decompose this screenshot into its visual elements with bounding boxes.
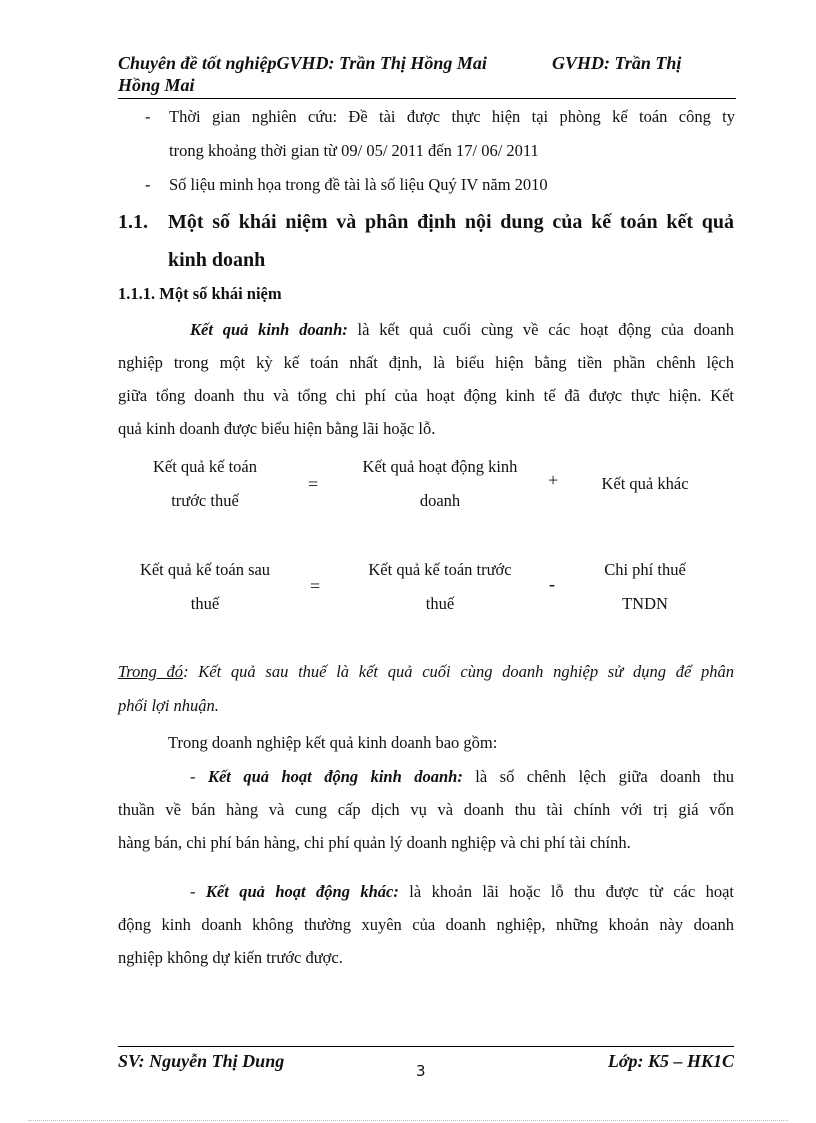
formula-term-line: Kết quả kế toán trước [368, 560, 512, 579]
formula-term-tax [580, 553, 710, 621]
footer-student: SV: Nguyễn Thị Dung [118, 1051, 285, 1071]
footer-class: Lớp: K5 – HK1C [607, 1051, 734, 1071]
definition-line1-rest: là kết quả cuối cùng về các hoạt động của doanh [347, 320, 734, 339]
bullet-dash: - [145, 175, 151, 194]
item2-line2: động kinh doanh không thường xuyên của doanh nghiệp, những khoản này doanh [118, 915, 734, 934]
item2-line1-rest: là khoản lãi hoặc lỗ thu được từ các hoạt [398, 882, 734, 901]
page-footer [118, 1046, 734, 1079]
formula-term-line: doanh [419, 491, 461, 510]
includes-paragraph: Trong doanh nghiệp kết quả kinh doanh bao gồm: [168, 733, 498, 752]
item-dash: - [190, 882, 206, 901]
definition-line3: giữa tổng doanh thu và tổng chi phí của hoạt động kinh tế đã được thực hiện. Kết [118, 386, 734, 405]
subsection-heading: 1.1.1. Một số khái niệm [118, 284, 282, 303]
definition-line4: quả kinh doanh được biểu hiện bằng lãi hoặc lỗ. [118, 419, 436, 438]
formula-term-pretax [120, 450, 290, 518]
formula-term-line: thuế [425, 594, 455, 613]
section-number: 1.1. [118, 211, 148, 233]
formula-term-line: thuế [190, 594, 220, 613]
definition-term: Kết quả kinh doanh: [190, 320, 348, 339]
item1-line2: thuần về bán hàng và cung cấp dịch vụ và doanh thu tài chính với trị giá vốn [118, 800, 734, 819]
formula-term-line: Kết quả kế toán sau [139, 560, 271, 579]
bullet-line: Số liệu minh họa trong đề tài là số liệu Quý IV năm 2010 [169, 175, 548, 194]
formula-term-other: Kết quả khác [601, 474, 689, 493]
item2-line1 [118, 875, 734, 908]
definition-line2: nghiệp trong một kỳ kế toán nhất định, là biểu hiện bằng tiền phần chênh lệch [118, 353, 734, 372]
header-wrap: Hồng Mai [118, 75, 195, 95]
item-dash: - [190, 767, 208, 786]
item-other-result [118, 875, 734, 974]
formula-plus: + [548, 470, 559, 490]
item1-line1-rest: là số chênh lệch giữa doanh thu [462, 767, 735, 786]
formula-term-line: TNDN [622, 594, 668, 613]
note-line1-rest: : Kết quả sau thuế là kết quả cuối cùng doanh nghiệp sử dụng để phân [183, 662, 734, 681]
item2-term: Kết quả hoạt động khác: [205, 882, 399, 901]
item2-line3: nghiệp không dự kiến trước được. [118, 948, 343, 967]
formula-term-line: Chi phí thuế [604, 560, 686, 579]
note-line2: phối lợi nhuận. [118, 696, 219, 715]
bullet-dash: - [145, 107, 151, 126]
formula-term-line: Kết quả kế toán [152, 457, 257, 476]
page-number: 3 [416, 1062, 426, 1080]
item1-term: Kết quả hoạt động kinh doanh: [207, 767, 463, 786]
bullet-line: trong khoảng thời gian từ 09/ 05/ 2011 đến 17/ 06/ 2011 [169, 141, 539, 160]
formula-term-line: Kết quả hoạt động kinh [362, 457, 518, 476]
formula-term-operating [335, 450, 545, 518]
header-left: Chuyên đề tốt nghiệpGVHD: Trần Thị Hồng Mai [118, 53, 487, 73]
item1-line3: hàng bán, chi phí bán hàng, chi phí quản lý doanh nghiệp và chi phí tài chính. [118, 833, 631, 852]
section-title-line1: Một số khái niệm và phân định nội dung của kế toán kết quả [168, 211, 734, 233]
definition-paragraph [118, 313, 734, 445]
formula-equals: = [310, 576, 321, 596]
formula-minus: - [549, 574, 555, 594]
formula-term-line: trước thuế [171, 491, 239, 510]
formula-term-pretax [345, 553, 535, 621]
item-operating-result [118, 760, 734, 859]
page-header [118, 52, 736, 99]
section-title-line2: kinh doanh [168, 249, 266, 271]
definition-line1 [118, 313, 734, 346]
page-edge-divider [28, 1120, 788, 1121]
note-line1 [118, 655, 734, 689]
bullet-line: Thời gian nghiên cứu: Đề tài được thực hiện tại phòng kế toán công ty [169, 107, 735, 126]
formula-term-aftertax [115, 553, 295, 621]
note-paragraph [118, 655, 734, 723]
note-label: Trong đó [118, 662, 184, 681]
formula-equals: = [308, 474, 319, 494]
header-right: GVHD: Trần Thị [552, 53, 682, 73]
item1-line1 [118, 760, 734, 793]
